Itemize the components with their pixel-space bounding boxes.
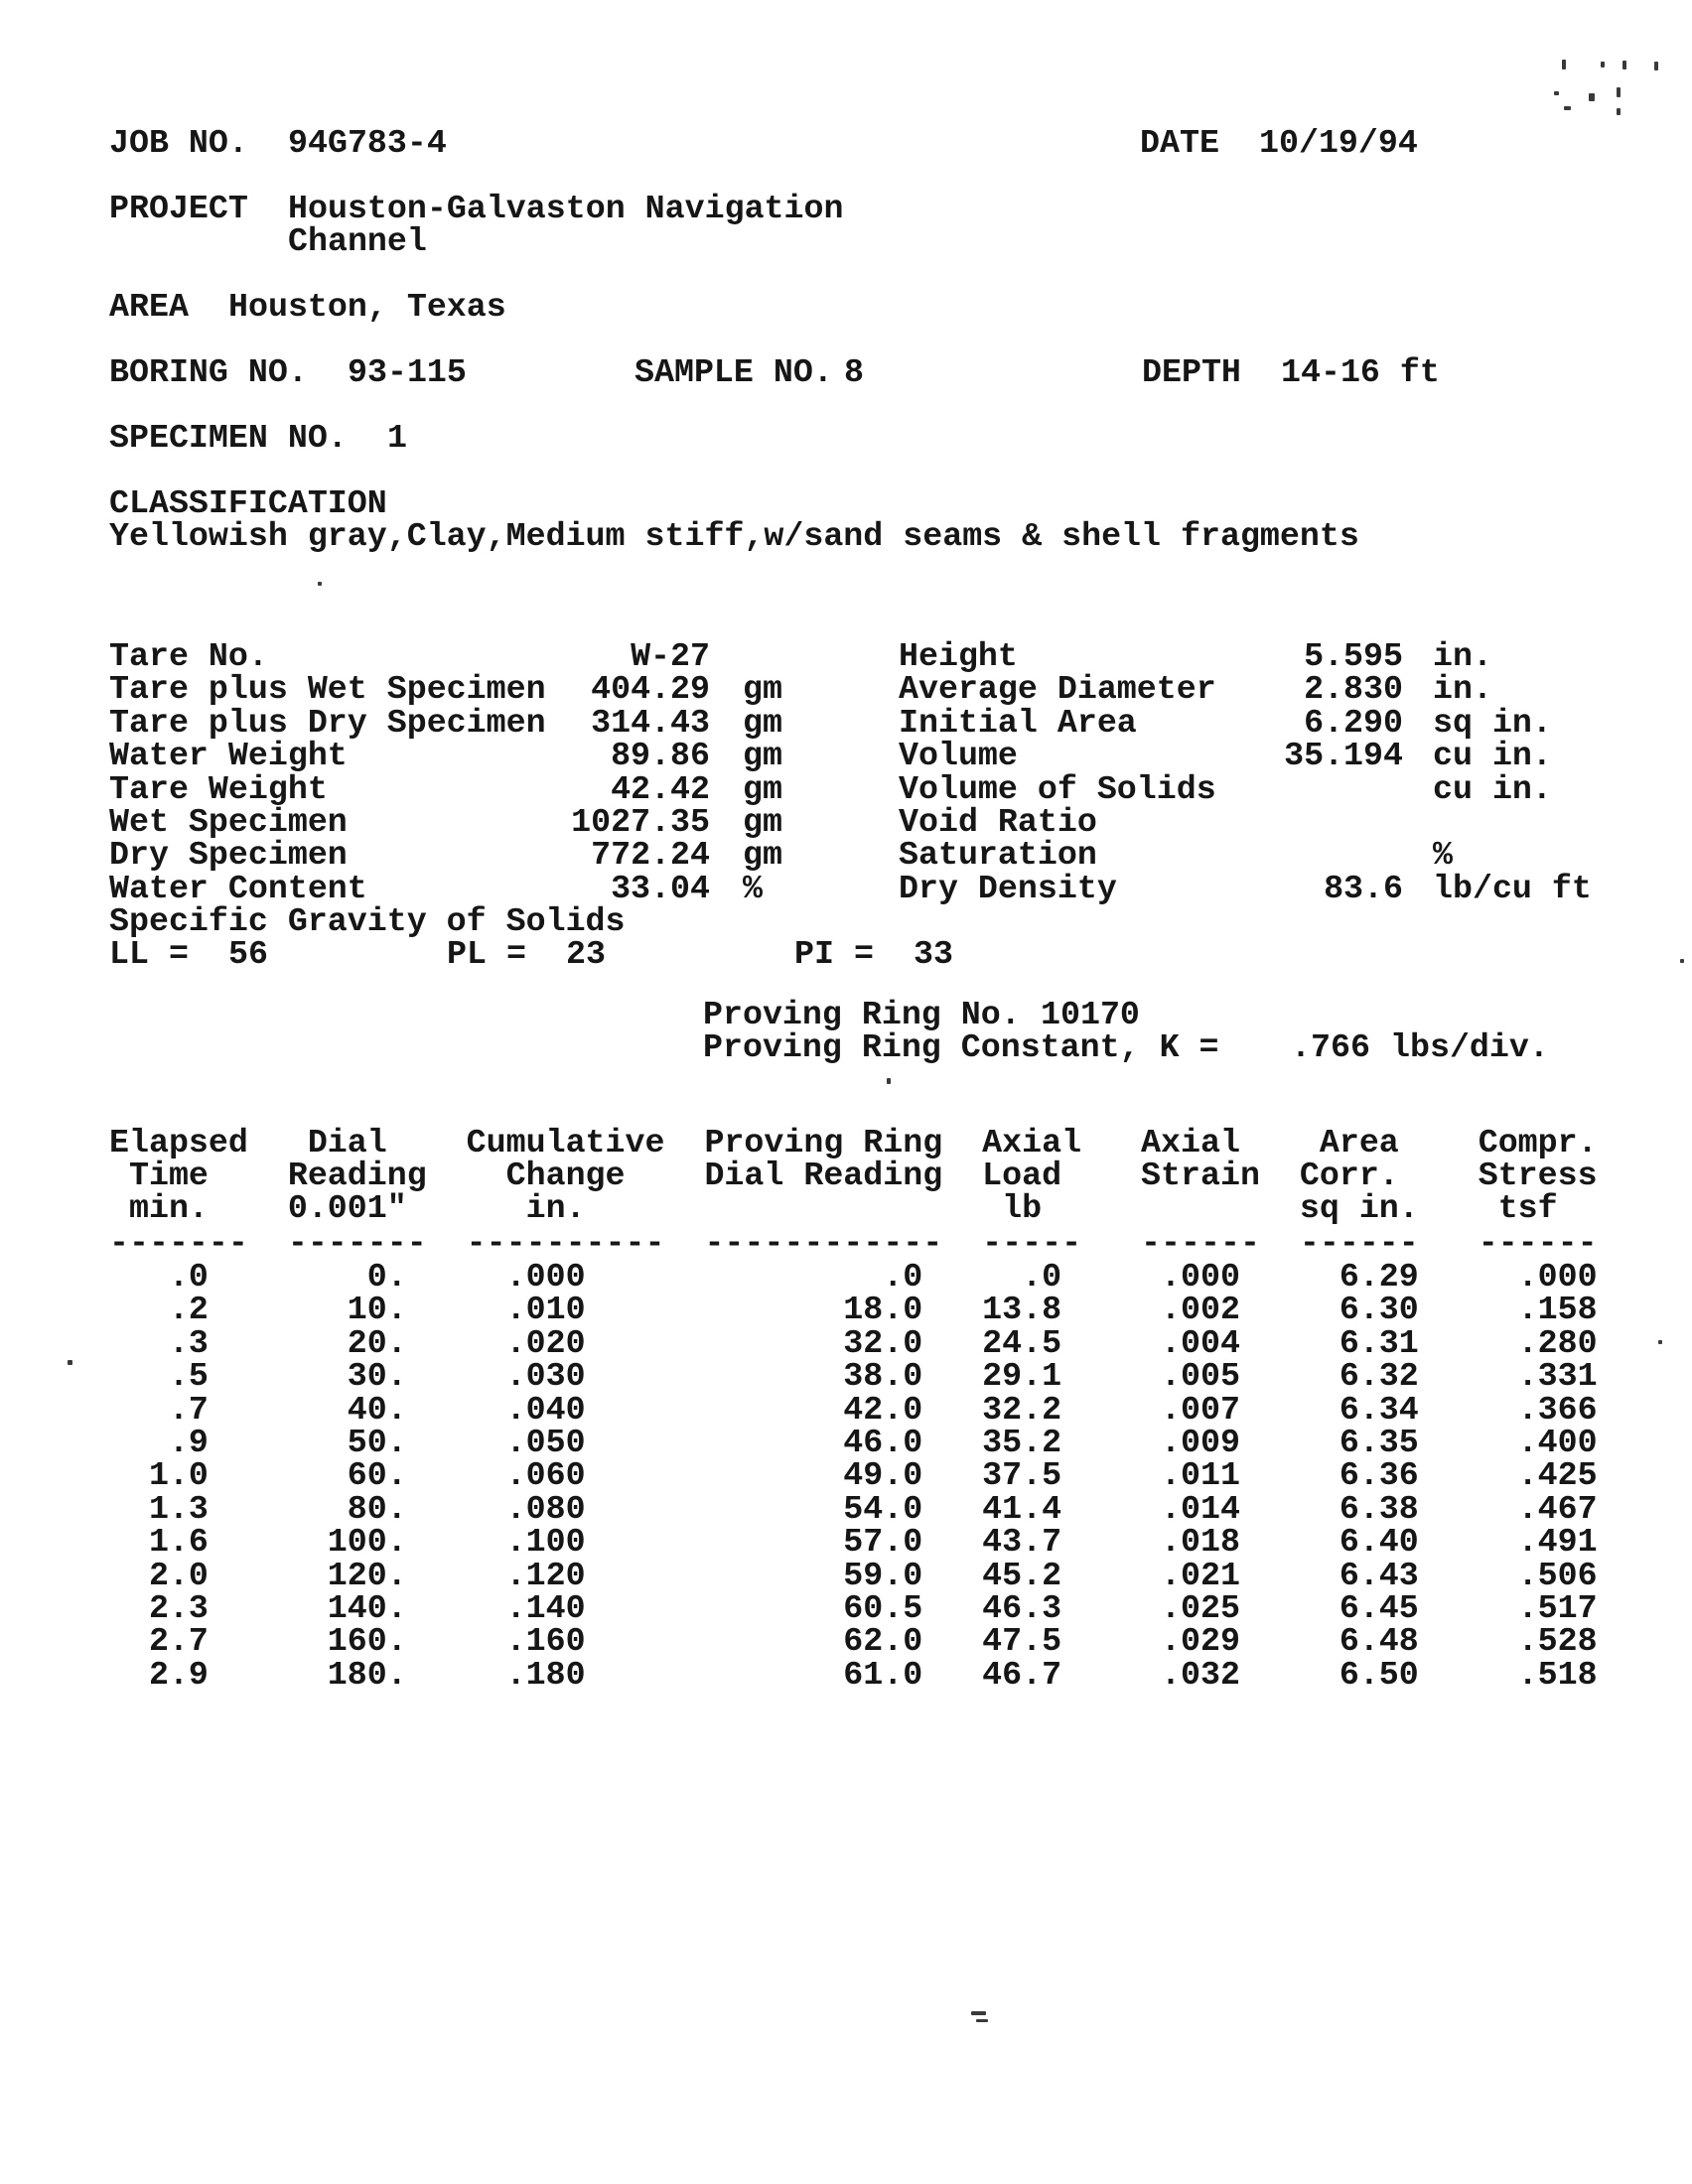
spec-unit: gm <box>743 704 782 742</box>
table-row: 2.3 140. .140 60.5 46.3 .025 6.45 .517 <box>109 1589 1598 1627</box>
project-value-line2: Channel <box>288 222 427 260</box>
spec-label: Tare plus Dry Specimen <box>109 704 546 742</box>
spec-value: 33.04 <box>611 870 710 907</box>
table-row: .2 10. .010 18.0 13.8 .002 6.30 .158 <box>109 1291 1598 1328</box>
table-header-line: min. 0.001" in. lb sq in. tsf <box>109 1189 1558 1227</box>
scan-noise-speck <box>1601 62 1605 68</box>
spec-label: Void Ratio <box>899 803 1097 841</box>
spec-value: 1027.35 <box>571 803 710 841</box>
pl-value: 23 <box>566 935 606 973</box>
scan-noise-speck <box>1617 108 1621 115</box>
proving-ring-constant-value: .766 <box>1291 1028 1370 1066</box>
table-row: 2.7 160. .160 62.0 47.5 .029 6.48 .528 <box>109 1622 1598 1660</box>
spec-value: 42.42 <box>611 770 710 808</box>
table-row: 1.3 80. .080 54.0 41.4 .014 6.38 .467 <box>109 1490 1598 1528</box>
scan-noise-speck <box>1617 87 1621 97</box>
scan-noise-speck <box>887 1078 891 1084</box>
scan-noise-speck <box>1589 93 1595 101</box>
table-row: .5 30. .030 38.0 29.1 .005 6.32 .331 <box>109 1357 1598 1395</box>
spec-unit: gm <box>743 670 782 708</box>
sample-no-label: SAMPLE NO. <box>634 353 833 391</box>
proving-ring-no-label: Proving Ring No. <box>703 996 1021 1033</box>
specimen-no-value: 1 <box>387 419 407 457</box>
scan-noise-speck <box>318 582 322 586</box>
spec-value: 404.29 <box>591 670 710 708</box>
area-label: AREA <box>109 288 189 326</box>
scan-noise-speck <box>68 1360 72 1365</box>
spec-value: W-27 <box>631 637 710 675</box>
spec-label: Dry Specimen <box>109 836 348 874</box>
spec-value: 35.194 <box>1284 737 1403 774</box>
scan-noise-speck <box>1654 62 1658 70</box>
scan-noise-speck <box>971 2011 986 2015</box>
scan-noise-speck <box>1658 1340 1662 1344</box>
table-row: .3 20. .020 32.0 24.5 .004 6.31 .280 <box>109 1324 1598 1362</box>
spec-label: Specific Gravity of Solids <box>109 902 626 940</box>
spec-value: 772.24 <box>591 836 710 874</box>
date-label: DATE <box>1140 124 1219 162</box>
table-dash-line: ------- ------- ---------- ------------ ----- ------ ------ ------ <box>109 1224 1598 1262</box>
table-row: .7 40. .040 42.0 32.2 .007 6.34 .366 <box>109 1391 1598 1429</box>
spec-label: Volume <box>899 737 1018 774</box>
ll-label: LL = <box>109 935 189 973</box>
specimen-no-label: SPECIMEN NO. <box>109 419 348 457</box>
spec-unit: lb/cu ft <box>1433 870 1592 907</box>
classification-value: Yellowish gray,Clay,Medium stiff,w/sand seams & shell fragments <box>109 517 1359 555</box>
table-row: 2.0 120. .120 59.0 45.2 .021 6.43 .506 <box>109 1557 1598 1594</box>
spec-unit: gm <box>743 836 782 874</box>
spec-value: 6.290 <box>1304 704 1403 742</box>
spec-unit: cu in. <box>1433 770 1552 808</box>
project-value-line1: Houston-Galvaston Navigation <box>288 190 844 227</box>
scan-noise-speck <box>1554 91 1559 95</box>
job-no-value: 94G783-4 <box>288 124 447 162</box>
depth-label: DEPTH <box>1142 353 1241 391</box>
spec-label: Dry Density <box>899 870 1117 907</box>
proving-ring-no-value: 10170 <box>1041 996 1140 1033</box>
scan-noise-speck <box>1562 60 1566 69</box>
depth-value: 14-16 ft <box>1281 353 1440 391</box>
spec-label: Height <box>899 637 1018 675</box>
spec-unit: gm <box>743 803 782 841</box>
spec-value: 83.6 <box>1324 870 1403 907</box>
spec-unit: gm <box>743 737 782 774</box>
table-row: 2.9 180. .180 61.0 46.7 .032 6.50 .518 <box>109 1656 1598 1694</box>
sample-no-value: 8 <box>844 353 864 391</box>
spec-unit: % <box>743 870 763 907</box>
job-no-label: JOB NO. <box>109 124 248 162</box>
spec-value: 2.830 <box>1304 670 1403 708</box>
pl-label: PL = <box>447 935 526 973</box>
spec-label: Saturation <box>899 836 1097 874</box>
scan-noise-speck <box>976 2019 988 2022</box>
proving-ring-constant-label: Proving Ring Constant, K = <box>703 1028 1219 1066</box>
table-row: 1.0 60. .060 49.0 37.5 .011 6.36 .425 <box>109 1456 1598 1494</box>
scan-noise-speck <box>1564 106 1571 110</box>
spec-value: 5.595 <box>1304 637 1403 675</box>
scan-noise-speck <box>1622 61 1626 69</box>
boring-no-label: BORING NO. <box>109 353 308 391</box>
table-header-line: Elapsed Dial Cumulative Proving Ring Axial Axial Area Compr. <box>109 1124 1598 1161</box>
spec-unit: gm <box>743 770 782 808</box>
spec-label: Tare No. <box>109 637 268 675</box>
spec-unit: in. <box>1433 637 1492 675</box>
spec-label: Tare plus Wet Specimen <box>109 670 546 708</box>
spec-label: Water Weight <box>109 737 348 774</box>
spec-label: Volume of Solids <box>899 770 1216 808</box>
spec-unit: cu in. <box>1433 737 1552 774</box>
table-row: .9 50. .050 46.0 35.2 .009 6.35 .400 <box>109 1424 1598 1461</box>
date-value: 10/19/94 <box>1259 124 1418 162</box>
ll-value: 56 <box>228 935 268 973</box>
table-row: .0 0. .000 .0 .0 .000 6.29 .000 <box>109 1258 1598 1296</box>
classification-label: CLASSIFICATION <box>109 484 387 522</box>
spec-label: Water Content <box>109 870 367 907</box>
area-value: Houston, Texas <box>228 288 506 326</box>
spec-label: Initial Area <box>899 704 1137 742</box>
project-label: PROJECT <box>109 190 248 227</box>
table-row: 1.6 100. .100 57.0 43.7 .018 6.40 .491 <box>109 1523 1598 1561</box>
spec-value: 89.86 <box>611 737 710 774</box>
spec-label: Tare Weight <box>109 770 328 808</box>
spec-unit: in. <box>1433 670 1492 708</box>
spec-unit: % <box>1433 836 1453 874</box>
spec-unit: sq in. <box>1433 704 1552 742</box>
boring-no-value: 93-115 <box>348 353 467 391</box>
pi-value: 33 <box>914 935 953 973</box>
spec-label: Wet Specimen <box>109 803 348 841</box>
proving-ring-constant-unit: lbs/div. <box>1390 1028 1549 1066</box>
pi-label: PI = <box>794 935 874 973</box>
spec-value: 314.43 <box>591 704 710 742</box>
spec-label: Average Diameter <box>899 670 1216 708</box>
scan-noise-speck <box>1680 959 1684 963</box>
table-header-line: Time Reading Change Dial Reading Load Strain Corr. Stress <box>109 1157 1598 1194</box>
